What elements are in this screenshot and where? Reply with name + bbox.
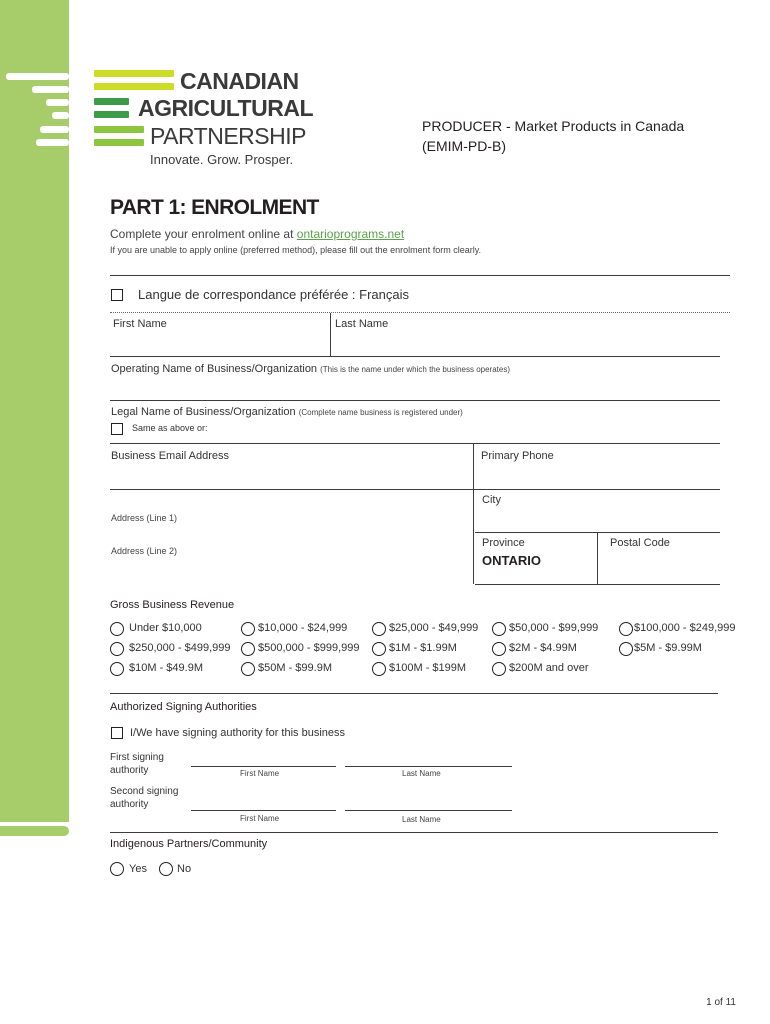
revenue-radio-under-10k[interactable] — [110, 622, 124, 636]
apply-online-text — [110, 227, 404, 241]
address-line1-field[interactable] — [110, 500, 472, 528]
last-name-caption: Last Name — [402, 815, 441, 824]
part-title: PART 1: ENROLMENT — [110, 196, 319, 219]
signing-authority-label: I/We have signing authority for this business — [130, 727, 346, 739]
revenue-option-label: $200M and over — [509, 662, 589, 674]
email-label: Business Email Address — [111, 450, 229, 462]
logo-bar — [94, 83, 174, 90]
band-stripe — [46, 99, 69, 106]
logo-word-canadian: CANADIAN — [180, 68, 299, 94]
city-field[interactable] — [475, 508, 720, 532]
email-field[interactable] — [110, 465, 472, 489]
band-stripe — [40, 126, 69, 133]
phone-field[interactable] — [475, 465, 720, 489]
revenue-option-label: $5M - $9.99M — [634, 642, 702, 654]
signature-underline — [345, 766, 512, 767]
province-value: ONTARIO — [482, 553, 541, 568]
revenue-radio-250k-500k[interactable] — [110, 642, 124, 656]
page-number: 1 of 11 — [706, 997, 736, 1008]
revenue-radio-100k-250k[interactable] — [619, 622, 633, 636]
revenue-radio-25k-50k[interactable] — [372, 622, 386, 636]
revenue-option-label: $2M - $4.99M — [509, 642, 577, 654]
revenue-radio-100m-200m[interactable] — [372, 662, 386, 676]
address-line1-label: Address (Line 1) — [111, 513, 178, 523]
logo-word-partnership: PARTNERSHIP — [150, 123, 306, 149]
section-rule — [110, 693, 718, 694]
revenue-radio-200m-over[interactable] — [492, 662, 506, 676]
revenue-radio-50k-100k[interactable] — [492, 622, 506, 636]
last-name-caption: Last Name — [402, 769, 441, 778]
first-signing-last-name-field[interactable] — [345, 748, 512, 766]
revenue-option-label: $100M - $199M — [389, 662, 467, 674]
indigenous-yes-label: Yes — [129, 863, 147, 875]
same-as-above-checkbox[interactable] — [111, 423, 123, 435]
operating-name-label — [111, 363, 510, 375]
logo-bar — [94, 98, 129, 105]
band-stripe — [52, 112, 69, 119]
logo-bar — [94, 139, 144, 146]
revenue-radio-5m-10m[interactable] — [619, 642, 633, 656]
dotted-rule — [110, 312, 730, 313]
field-divider — [597, 532, 598, 584]
province-underline — [475, 584, 720, 585]
operating-name-field[interactable] — [110, 378, 720, 400]
first-name-caption: First Name — [240, 769, 280, 778]
logo-bar — [94, 70, 174, 77]
partnership-logo — [94, 68, 313, 170]
first-name-caption: First Name — [240, 814, 280, 823]
legal-name-underline — [110, 443, 720, 444]
logo-word-agricultural: AGRICULTURAL — [138, 95, 313, 121]
signature-underline — [191, 766, 336, 767]
band-stripe — [36, 139, 69, 146]
apply-online-label: Complete your enrolment online at — [110, 227, 297, 241]
logo-bar — [94, 111, 129, 118]
logo-bar — [94, 126, 144, 133]
address-line2-field[interactable] — [110, 535, 472, 565]
legal-name-note: (Complete name business is registered under) — [298, 408, 463, 417]
revenue-title: Gross Business Revenue — [110, 599, 235, 611]
revenue-option-label: $50,000 - $99,999 — [509, 622, 599, 634]
program-title — [422, 116, 684, 156]
indigenous-no-label: No — [177, 863, 192, 875]
revenue-option-label: $10M - $49.9M — [129, 662, 203, 674]
first-name-label: First Name — [113, 318, 167, 330]
email-underline — [110, 489, 720, 490]
revenue-option-label: $100,000 - $249,999 — [634, 622, 736, 634]
revenue-option-label: $1M - $1.99M — [389, 642, 457, 654]
signature-underline — [191, 810, 336, 811]
indigenous-yes-radio[interactable] — [110, 862, 124, 876]
province-label: Province — [482, 537, 525, 549]
indigenous-title: Indigenous Partners/Community — [110, 838, 268, 850]
revenue-option-label: $250,000 - $499,999 — [129, 642, 231, 654]
band-stripe — [32, 86, 69, 93]
logo-tagline: Innovate. Grow. Prosper. — [150, 152, 294, 167]
operating-name-note: (This is the name under which the business operates) — [320, 365, 510, 374]
authorities-title: Authorized Signing Authorities — [110, 701, 257, 713]
signing-authority-checkbox[interactable] — [111, 727, 123, 739]
first-name-field[interactable] — [110, 332, 330, 356]
city-label: City — [482, 494, 501, 506]
second-signing-first-name-field[interactable] — [191, 792, 336, 810]
first-signing-first-name-field[interactable] — [191, 748, 336, 766]
signature-underline — [345, 810, 512, 811]
operating-name-underline — [110, 400, 720, 401]
last-name-label: Last Name — [335, 318, 389, 330]
postal-code-label: Postal Code — [610, 537, 670, 549]
revenue-option-label: $500,000 - $999,999 — [258, 642, 360, 654]
phone-label: Primary Phone — [481, 450, 554, 462]
first-signing-label: First signing authority — [110, 752, 164, 776]
program-title-line2: (EMIM-PD-B) — [422, 138, 506, 154]
apply-note: If you are unable to apply online (preferred method), please fill out the enrolment form clearly. — [110, 245, 482, 255]
field-divider — [473, 444, 474, 584]
legal-name-text: Legal Name of Business/Organization — [111, 406, 296, 418]
same-as-above-label: Same as above or: — [132, 423, 208, 433]
revenue-radio-10m-50m[interactable] — [110, 662, 124, 676]
legal-name-label — [111, 406, 463, 418]
last-name-field[interactable] — [331, 332, 720, 356]
revenue-radio-2m-5m[interactable] — [492, 642, 506, 656]
revenue-radio-1m-2m[interactable] — [372, 642, 386, 656]
revenue-radio-10k-25k[interactable] — [241, 622, 255, 636]
section-rule — [110, 275, 730, 276]
french-preference-checkbox[interactable] — [111, 289, 123, 301]
side-band — [0, 0, 69, 822]
side-band-tail — [0, 826, 69, 836]
program-title-line1: PRODUCER - Market Products in Canada — [422, 118, 685, 134]
revenue-option-label: $10,000 - $24,999 — [258, 622, 348, 634]
second-signing-label: Second signing authority — [110, 786, 179, 810]
revenue-option-label: $25,000 - $49,999 — [389, 622, 479, 634]
revenue-radio-500k-1m[interactable] — [241, 642, 255, 656]
band-stripe — [6, 73, 69, 80]
french-preference-label: Langue de correspondance préférée : Français — [138, 287, 410, 302]
section-rule — [110, 832, 718, 833]
indigenous-no-radio[interactable] — [159, 862, 173, 876]
revenue-option-label: $50M - $99.9M — [258, 662, 332, 674]
revenue-option-label: Under $10,000 — [129, 622, 202, 634]
address-line2-label: Address (Line 2) — [111, 546, 178, 556]
ontarioprograms-link[interactable]: ontarioprograms.net — [296, 227, 405, 241]
postal-code-field[interactable] — [599, 552, 720, 582]
revenue-radio-50m-100m[interactable] — [241, 662, 255, 676]
second-signing-last-name-field[interactable] — [345, 792, 512, 810]
name-underline — [110, 356, 720, 357]
operating-name-text: Operating Name of Business/Organization — [111, 363, 318, 375]
